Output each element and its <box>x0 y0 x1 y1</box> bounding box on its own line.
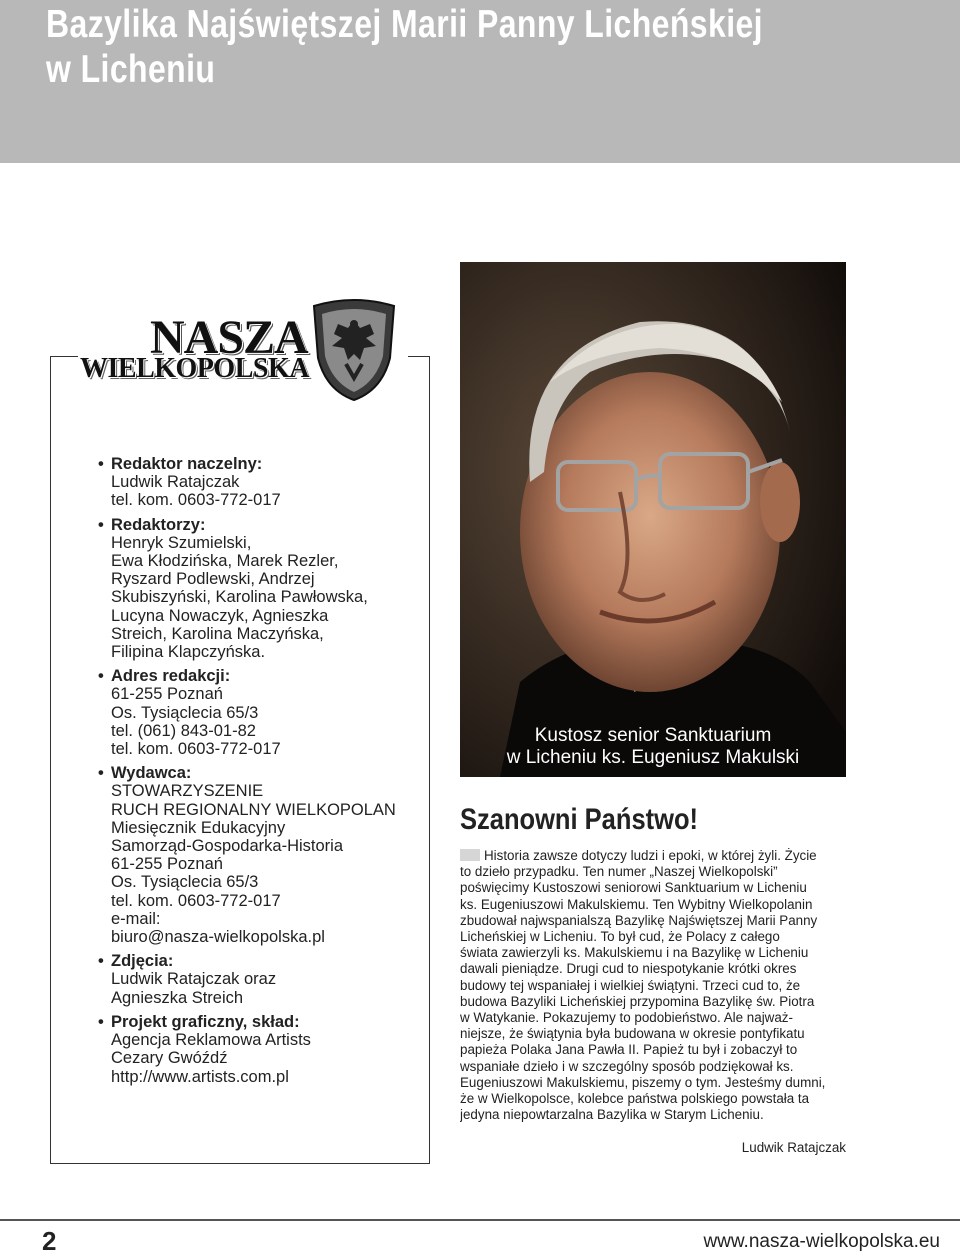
article-heading: Szanowni Państwo! <box>460 803 699 836</box>
credit-label: Redaktorzy: <box>111 515 206 534</box>
article-line: świata zawierzyli ks. Makulskiemu i na Bazylikę w Licheniu <box>460 945 809 961</box>
credit-entry <box>98 1013 418 1086</box>
article-signature: Ludwik Ratajczak <box>741 1140 846 1155</box>
credit-label: Projekt graficzny, skład: <box>111 1012 300 1031</box>
box-top-left-rule <box>50 356 78 357</box>
credit-line: Henryk Szumielski, <box>111 533 252 552</box>
portrait-photo <box>460 262 846 777</box>
credit-line: Os. Tysiąclecia 65/3 <box>111 703 259 722</box>
credit-line: RUCH REGIONALNY WIELKOPOLAN <box>111 800 396 819</box>
credit-line: tel. kom. 0603-772-017 <box>111 491 281 510</box>
box-bottom-rule <box>50 1163 430 1164</box>
article-line: jedyna niepowtarzalna Bazylika w Starym Licheniu. <box>460 1107 764 1123</box>
article-line-text: Historia zawsze dotyczy ludzi i epoki, w której żyli. Życie <box>484 848 817 863</box>
credit-line: Agnieszka Streich <box>111 988 244 1007</box>
logo-word-nasza: NASZA <box>150 311 308 364</box>
credit-label: Adres redakcji: <box>111 667 231 686</box>
credit-line: Lucyna Nowaczyk, Agnieszka <box>111 606 329 625</box>
credit-label: Wydawca: <box>111 764 192 783</box>
photo-caption <box>460 725 846 769</box>
credit-entry <box>98 455 418 510</box>
article-line: wspaniałe dzieło i w szczególny sposób podziękował ks. <box>460 1058 794 1074</box>
credit-line: Ryszard Podlewski, Andrzej <box>111 570 315 589</box>
credit-line: biuro@nasza-wielkopolska.pl <box>111 928 325 947</box>
bullet-icon: • <box>98 764 104 783</box>
credit-line: Cezary Gwóźdź <box>111 1049 228 1068</box>
credit-label: Zdjęcia: <box>111 952 174 971</box>
credit-line: e-mail: <box>111 909 161 928</box>
credit-line: 61-255 Poznań <box>111 855 223 874</box>
article-line: Eugeniuszowi Makulskiemu, piszemy o tym. Jesteśmy dumni, <box>460 1074 826 1090</box>
photo-caption-line-1: Kustosz senior Sanktuarium <box>534 725 772 746</box>
credit-line: STOWARZYSZENIE <box>111 782 264 801</box>
bullet-icon: • <box>98 515 104 534</box>
editorial-credits <box>98 455 418 1092</box>
logo-word-wielkopolska: WIELKOPOLSKA <box>80 353 309 384</box>
page-title-line-1: Bazylika Najświętszej Marii Panny Licheńskiej <box>46 3 763 46</box>
eagle-shield-icon <box>308 298 400 402</box>
article-line: ks. Eugeniuszowi Makulskiemu. Ten Wybitny Wielkopolanin <box>460 896 813 912</box>
page-header <box>0 0 960 163</box>
credit-line: Filipina Klapczyńska. <box>111 643 266 662</box>
credit-entry <box>98 667 418 758</box>
credit-line: Ludwik Ratajczak <box>111 473 240 492</box>
credit-line: Skubiszyński, Karolina Pawłowska, <box>111 588 368 607</box>
credit-line: Miesięcznik Edukacyjny <box>111 818 286 837</box>
magazine-logo <box>80 298 400 408</box>
article-line: budowy tej wspaniałej i wielkiej świątyni. Trzeci cud to, że <box>460 977 801 993</box>
credit-line: tel. kom. 0603-772-017 <box>111 740 281 759</box>
article-line: to dzieło przypadku. Ten numer „Naszej Wielkopolski” <box>460 864 778 880</box>
credit-line: Os. Tysiąclecia 65/3 <box>111 873 259 892</box>
credit-line: Ludwik Ratajczak oraz <box>111 970 277 989</box>
article-line: papieża Polaka Jana Pawła II. Papież tu był i zobaczył to <box>460 1042 798 1058</box>
article-body <box>460 848 846 1123</box>
article-line: niejsze, że świątynia była budowana w okresie pontyfikatu <box>460 1026 805 1042</box>
paragraph-marker <box>460 849 480 861</box>
credit-line: Samorząd-Gospodarka-Historia <box>111 837 344 856</box>
article-line: zbudował najwspanialszą Bazylikę Najświętszej Marii Panny <box>460 912 818 928</box>
box-top-right-rule <box>408 356 430 357</box>
article-line: że w Wielkopolsce, kolebce państwa polskiego powstała ta <box>460 1091 810 1107</box>
box-left-rule <box>50 356 51 1164</box>
bullet-icon: • <box>98 455 104 473</box>
credit-entry <box>98 516 418 662</box>
article-line: dawali pieniądze. Drugi cud to niespotykanie krótki okres <box>460 961 797 977</box>
credit-line: tel. kom. 0603-772-017 <box>111 891 281 910</box>
website-url: www.nasza-wielkopolska.eu <box>703 1231 940 1252</box>
credit-line: http://www.artists.com.pl <box>111 1067 289 1086</box>
article-line: budowa Bazyliki Licheńskiej przypomina Bazylikę św. Piotra <box>460 993 815 1009</box>
credit-label: Redaktor naczelny: <box>111 455 263 473</box>
credit-line: tel. (061) 843-01-82 <box>111 721 256 740</box>
bullet-icon: • <box>98 952 104 971</box>
credit-entry <box>98 764 418 946</box>
photo-caption-line-2: w Licheniu ks. Eugeniusz Makulski <box>506 747 800 768</box>
page-number: 2 <box>42 1226 57 1256</box>
footer-rule <box>0 1219 960 1221</box>
credit-line: Ewa Kłodzińska, Marek Rezler, <box>111 552 339 571</box>
article-line: w Watykanie. Pokazujemy to podobieństwo. Ale najważ- <box>460 1010 793 1026</box>
article-line: Licheńskiej w Licheniu. To był cud, że Polacy z całego <box>460 929 780 945</box>
credit-entry <box>98 952 418 1007</box>
bullet-icon: • <box>98 1012 104 1031</box>
box-right-rule <box>429 356 430 1164</box>
page-title-line-2: w Licheniu <box>46 48 216 91</box>
credit-line: 61-255 Poznań <box>111 685 223 704</box>
credit-line: Streich, Karolina Maczyńska, <box>111 624 324 643</box>
bullet-icon: • <box>98 667 104 686</box>
credit-line: Agencja Reklamowa Artists <box>111 1031 311 1050</box>
page-title <box>46 2 768 92</box>
article-line: poświęcimy Kustoszowi seniorowi Sanktuarium w Licheniu <box>460 880 807 896</box>
portrait-illustration <box>460 262 846 777</box>
article-line <box>460 848 846 864</box>
